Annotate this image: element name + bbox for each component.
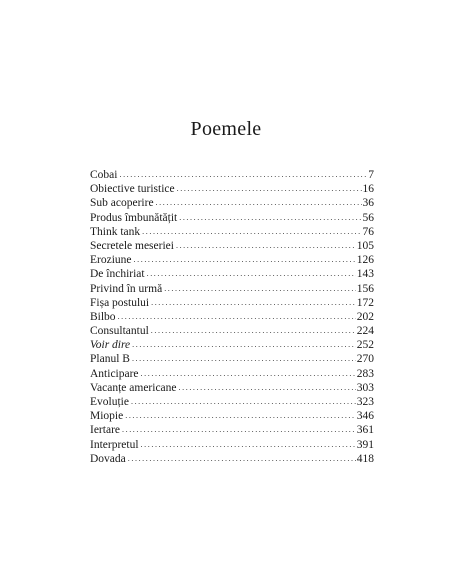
toc-entry bbox=[90, 395, 374, 409]
toc-entry-page: 303 bbox=[356, 381, 374, 394]
toc-entry-page: 418 bbox=[356, 452, 374, 465]
dot-leader bbox=[151, 324, 356, 338]
toc-entry-title: De închiriat bbox=[90, 268, 145, 281]
dot-leader bbox=[177, 182, 362, 196]
toc-entry-title: Dovada bbox=[90, 452, 126, 465]
toc-entry-title: Fișa postului bbox=[90, 296, 150, 309]
toc-entry-page: 16 bbox=[362, 183, 374, 196]
dot-leader bbox=[132, 338, 356, 352]
toc-entry-title: Vacanțe americane bbox=[90, 381, 177, 394]
toc-entry-page: 172 bbox=[356, 296, 374, 309]
toc-entry-page: 346 bbox=[356, 410, 374, 423]
toc-entry-title: Bilbo bbox=[90, 310, 116, 323]
toc-entry-title: Planul B bbox=[90, 353, 130, 366]
toc-entry-page: 76 bbox=[362, 225, 374, 238]
toc-entry-title: Privind în urmă bbox=[90, 282, 163, 295]
toc-entry bbox=[90, 282, 374, 296]
toc-entry-page: 252 bbox=[356, 339, 374, 352]
toc-entry-page: 126 bbox=[356, 254, 374, 267]
toc-entry-title: Produs îmbunătățit bbox=[90, 211, 178, 224]
toc-entry bbox=[90, 367, 374, 381]
page-title: Poemele bbox=[190, 118, 262, 140]
dot-leader bbox=[151, 296, 356, 310]
toc-entry bbox=[90, 168, 374, 182]
dot-leader bbox=[128, 452, 356, 466]
toc-entry-title: Evoluție bbox=[90, 396, 129, 408]
dot-leader bbox=[141, 367, 356, 381]
dot-leader bbox=[122, 423, 356, 437]
toc-entry bbox=[90, 338, 374, 352]
toc-entry-title: Sub acoperire bbox=[90, 197, 154, 210]
dot-leader bbox=[119, 168, 367, 182]
dot-leader bbox=[132, 352, 356, 366]
toc-entry-page: 323 bbox=[356, 396, 374, 408]
toc-entry bbox=[90, 239, 374, 253]
toc-entry bbox=[90, 253, 374, 267]
toc-entry bbox=[90, 324, 374, 338]
toc-entry-page: 143 bbox=[356, 268, 374, 281]
dot-leader bbox=[179, 211, 361, 225]
toc-entry bbox=[90, 409, 374, 423]
dot-leader bbox=[141, 438, 356, 452]
toc-entry bbox=[90, 267, 374, 281]
toc-entry-page: 156 bbox=[356, 282, 374, 295]
toc-entry-title: Think tank bbox=[90, 225, 141, 238]
dot-leader bbox=[156, 196, 362, 210]
toc-entry-title: Cobai bbox=[90, 169, 118, 181]
table-of-contents bbox=[90, 168, 374, 466]
toc-entry bbox=[90, 352, 374, 366]
toc-entry bbox=[90, 452, 374, 466]
toc-entry bbox=[90, 310, 374, 324]
toc-entry-page: 105 bbox=[356, 239, 374, 252]
toc-entry bbox=[90, 423, 374, 437]
toc-entry bbox=[90, 296, 374, 310]
toc-entry bbox=[90, 182, 374, 196]
toc-entry-page: 36 bbox=[362, 197, 374, 210]
toc-entry-title: Interpretul bbox=[90, 438, 139, 451]
toc-entry-page: 361 bbox=[356, 424, 374, 437]
toc-entry-title: Eroziune bbox=[90, 254, 132, 267]
dot-leader bbox=[179, 381, 356, 395]
toc-entry-page: 391 bbox=[356, 438, 374, 451]
toc-entry-page: 270 bbox=[356, 353, 374, 366]
dot-leader bbox=[131, 395, 356, 409]
dot-leader bbox=[125, 409, 356, 423]
dot-leader bbox=[164, 282, 356, 296]
dot-leader bbox=[147, 267, 356, 281]
dot-leader bbox=[134, 253, 356, 267]
dot-leader bbox=[118, 310, 356, 324]
toc-entry-title: Consultantul bbox=[90, 325, 149, 338]
toc-entry bbox=[90, 225, 374, 239]
toc-entry-page: 202 bbox=[356, 310, 374, 323]
toc-entry-page: 224 bbox=[356, 325, 374, 338]
dot-leader bbox=[176, 239, 356, 253]
toc-entry-title: Secretele meseriei bbox=[90, 239, 174, 252]
toc-entry bbox=[90, 196, 374, 210]
toc-entry-title: Voir dire bbox=[90, 339, 131, 352]
toc-entry-title: Miopie bbox=[90, 410, 124, 423]
toc-entry-page: 283 bbox=[356, 367, 374, 380]
dot-leader bbox=[142, 225, 361, 239]
toc-entry bbox=[90, 381, 374, 395]
toc-entry-page: 56 bbox=[362, 211, 374, 224]
toc-entry-page: 7 bbox=[368, 169, 374, 181]
toc-entry bbox=[90, 211, 374, 225]
toc-entry-title: Anticipare bbox=[90, 367, 139, 380]
toc-entry-title: Iertare bbox=[90, 424, 120, 437]
toc-entry-title: Obiective turistice bbox=[90, 183, 175, 196]
toc-entry bbox=[90, 438, 374, 452]
